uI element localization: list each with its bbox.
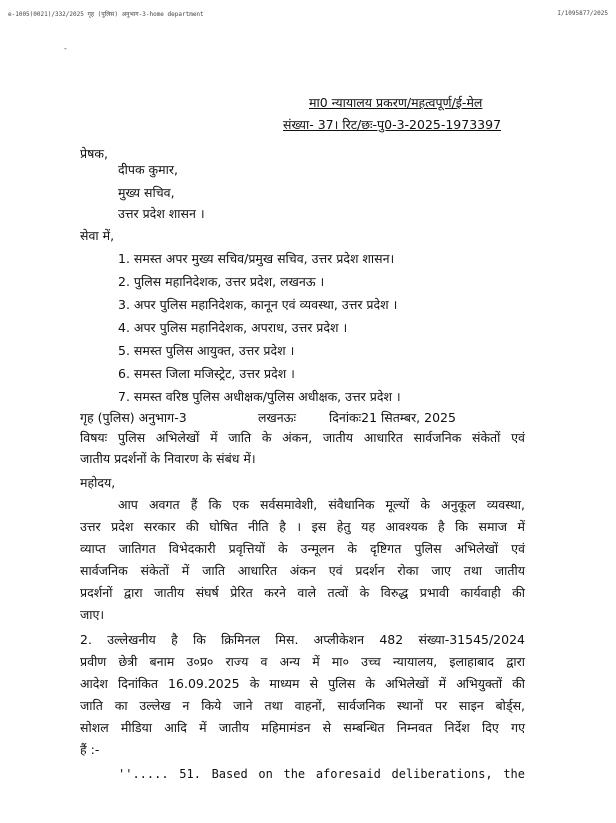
subject-text-2: जातीय प्रदर्शनों के निवारण के संबंध में। (80, 451, 256, 466)
salutation: महोदय, (80, 475, 116, 490)
sender-office: उत्तर प्रदेश शासन । (118, 206, 205, 221)
date: दिनांकः21 सितम्बर, 2025 (329, 410, 456, 425)
para2-line5: सोशल मीडिया आदि में जातीय महिमामंडन से सम्बन्धित निम्नवत निर्देश दिए गए (80, 720, 525, 735)
recipient-4: 4. अपर पुलिस महानिदेशक, अपराध, उत्तर प्रदेश । (118, 320, 348, 335)
para2-line6: हैं :- (80, 742, 100, 757)
para1-line6: जाए। (80, 607, 105, 622)
margin-dot: - (64, 44, 67, 53)
recipient-7: 7. समस्त वरिष्ठ पुलिस अधीक्षक/पुलिस अधीक्षक, उत्तर प्रदेश । (118, 389, 401, 404)
sender-name: दीपक कुमार, (118, 162, 178, 177)
recipient-2: 2. पुलिस महानिदेशक, उत्तर प्रदेश, लखनऊ । (118, 274, 325, 289)
para1-line4: सार्वजनिक संकेतों में जाति आधारित अंकन एवं प्रदर्शन रोका जाए तथा जातीय (80, 563, 525, 578)
sender-label: प्रेषक, (80, 146, 108, 161)
quote-line: ''..... 51. Based on the aforesaid deliberations, the (118, 767, 525, 781)
recipient-5: 5. समस्त पुलिस आयुक्त, उत्तर प्रदेश । (118, 343, 295, 358)
to-label: सेवा में, (80, 228, 115, 243)
recipient-6: 6. समस्त जिला मजिस्ट्रेट, उत्तर प्रदेश । (118, 366, 295, 381)
para2-line1: 2. उल्लेखनीय है कि क्रिमिनल मिस. अप्लीकेशन 482 संख्या-31545/2024 (80, 632, 525, 647)
para1-line1: आप अवगत हैं कि एक सर्वसमावेशी, संवैधानिक मूल्यों के अनुकूल व्यवस्था, (118, 497, 525, 512)
para2-line4: जाति का उल्लेख न किये जाने तथा वाहनों, सार्वजनिक स्थानों पर साइन बोर्ड्स, (80, 698, 525, 713)
header-right-ref: I/1095877/2025 (557, 10, 608, 17)
department: गृह (पुलिस) अनुभाग-3 (80, 410, 187, 425)
header-left-ref: e-1005(0021)/332/2025 गृह (पुलिस) अनुभाग-3-home department (8, 11, 204, 18)
para2-line3: आदेश दिनांकित 16.09.2025 के माध्यम से पुलिस के अभिलेखों में अभियुक्तों की (80, 676, 525, 691)
recipient-1: 1. समस्त अपर मुख्य सचिव/प्रमुख सचिव, उत्तर प्रदेश शासन। (118, 251, 395, 266)
para2-line2: प्रवीण छेत्री बनाम उ०प्र० राज्य व अन्य में मा० उच्च न्यायालय, इलाहाबाद द्वारा (80, 654, 525, 669)
sender-designation: मुख्य सचिव, (118, 185, 175, 200)
para1-line3: व्याप्त जातिगत विभेदकारी प्रवृत्तियों के उन्मूलन के दृष्टिगत पुलिस अभिलेखों एवं (80, 541, 525, 556)
para1-line2: उत्तर प्रदेश सरकार की घोषित नीति है । इस हेतु यह आवश्यक है कि समाज में (80, 519, 525, 534)
subject-line: मा0 न्यायालय प्रकरण/महत्वपूर्ण/ई-मेल (309, 95, 483, 110)
place: लखनऊः (258, 410, 296, 425)
recipient-3: 3. अपर पुलिस महानिदेशक, कानून एवं व्यवस्था, उत्तर प्रदेश । (118, 297, 398, 312)
subject-text-1: विषयः पुलिस अभिलेखों में जाति के अंकन, जातीय आधारित सार्वजनिक संकेतों एवं (80, 430, 525, 445)
letter-number: संख्या- 37। रिट/छः-पु0-3-2025-1973397 (283, 117, 502, 132)
para1-line5: प्रदर्शनों द्वारा जातीय संघर्ष प्रेरित करने वाले तत्वों के विरुद्ध प्रभावी कार्यवाही की (80, 585, 525, 600)
